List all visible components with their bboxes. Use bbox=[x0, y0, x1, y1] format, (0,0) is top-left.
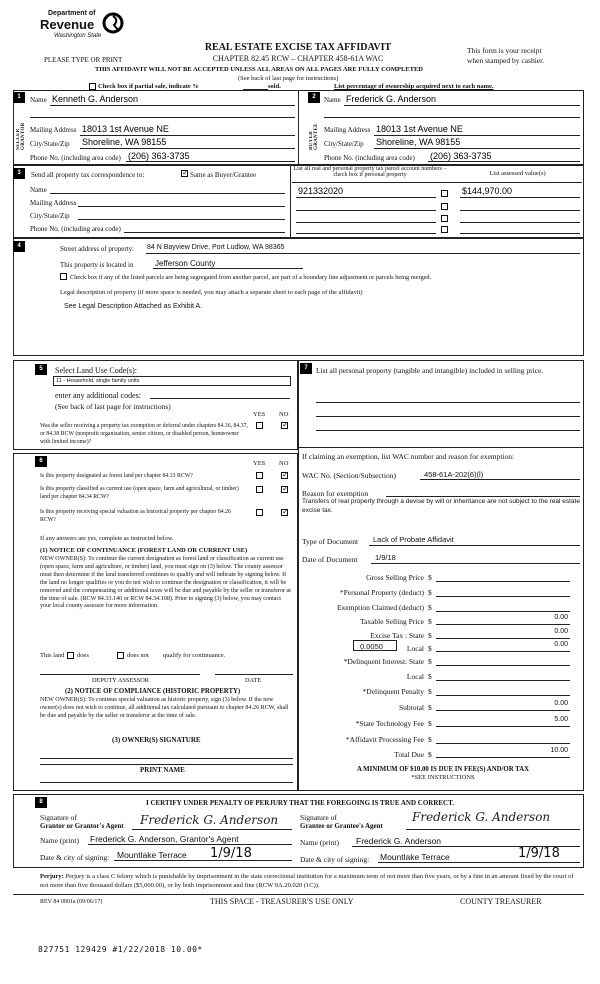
assessed-value[interactable]: $144,970.00 bbox=[462, 186, 513, 196]
gross-label: Gross Selling Price bbox=[366, 573, 424, 582]
personal-property-line-3 bbox=[316, 430, 580, 431]
dollar-sign: $ bbox=[428, 573, 432, 582]
county[interactable]: Jefferson County bbox=[155, 259, 216, 268]
form-title: REAL ESTATE EXCISE TAX AFFIDAVIT bbox=[204, 42, 392, 53]
dollar-sign: $ bbox=[428, 750, 432, 759]
grantor-date[interactable]: 1/9/18 bbox=[210, 846, 252, 861]
grantee-city[interactable]: Mountlake Terrace bbox=[380, 852, 450, 862]
grantor-print-name[interactable]: Frederick G. Anderson, Grantor's Agent bbox=[90, 834, 239, 844]
historic-yes-checkbox[interactable] bbox=[256, 509, 263, 516]
s3-name-label: Name bbox=[30, 186, 47, 194]
grantor-sig-line bbox=[132, 829, 292, 830]
parcel-line-4 bbox=[296, 233, 436, 234]
assessed-line-1 bbox=[460, 197, 580, 198]
tech-fee-line bbox=[436, 726, 570, 727]
grantee-date-line bbox=[378, 862, 580, 863]
buyer-city-line bbox=[374, 148, 580, 149]
exemption-no-checkbox[interactable] bbox=[281, 422, 288, 429]
notice2-body: NEW OWNER(S): To continue special valuation as historic property, sign (3) below. If the new owner(s) does not wish to continue, all additional tax calculated pursuant to chapter 84.26 RCW, shall be due and payable by the seller or transferor at the time of sale. bbox=[40, 697, 289, 719]
seller-city-label: City/State/Zip bbox=[30, 140, 70, 148]
grantee-date[interactable]: 1/9/18 bbox=[518, 846, 560, 861]
seller-blank-line bbox=[30, 117, 295, 118]
excise-state-value[interactable]: 0.00 bbox=[554, 628, 568, 635]
tech-fee-value[interactable]: 5.00 bbox=[554, 716, 568, 723]
forest-yes-checkbox[interactable] bbox=[256, 472, 263, 479]
buyer-blank-line bbox=[324, 117, 580, 118]
doc-date[interactable]: 1/9/18 bbox=[375, 553, 396, 562]
buyer-phone[interactable]: (206) 363-3735 bbox=[430, 151, 492, 161]
personal-property-checkbox-1[interactable] bbox=[441, 190, 448, 197]
agency-line2: Revenue bbox=[40, 17, 95, 32]
total-due-value[interactable]: 10.00 bbox=[550, 747, 568, 754]
does-not-label: does not bbox=[127, 652, 149, 659]
doc-type-line bbox=[369, 545, 580, 546]
excise-state-label: Excise Tax : State bbox=[370, 631, 424, 640]
dollar-sign: $ bbox=[428, 687, 432, 696]
seller-mailing-label: Mailing Address bbox=[30, 126, 77, 134]
agency-line1: Department of bbox=[48, 10, 96, 17]
dollar-sign: $ bbox=[428, 631, 432, 640]
land-does-checkbox[interactable] bbox=[67, 652, 74, 659]
reason-text[interactable]: Transfers of real property through a devise by will or inheritance are not subject to the real estate excise tax. bbox=[302, 498, 580, 514]
buyer-name-label: Name bbox=[324, 96, 341, 104]
s6-no-header: NO bbox=[279, 460, 289, 467]
legal-description[interactable]: See Legal Description Attached as Exhibit A. bbox=[64, 303, 203, 310]
seller-phone-label: Phone No. (including area code) bbox=[30, 154, 121, 162]
perjury-title: Perjury: bbox=[40, 873, 64, 880]
partial-sale-checkbox[interactable] bbox=[89, 83, 96, 90]
s3-city-label: City/State/Zip bbox=[30, 212, 70, 220]
forest-no-checkbox[interactable] bbox=[281, 472, 288, 479]
personal-property-label: List all personal property (tangible and intangible) included in selling price. bbox=[316, 366, 544, 375]
owner-sig-line-2 bbox=[40, 764, 293, 765]
grantee-signature[interactable]: Frederick G. Anderson bbox=[412, 810, 551, 824]
parcel-line-1 bbox=[296, 197, 436, 198]
dollar-sign: $ bbox=[428, 588, 432, 597]
send-to-label: Send all property tax correspondence to: bbox=[31, 171, 145, 179]
receipt-note-2: when stamped by cashier. bbox=[467, 56, 545, 65]
current-use-question: Is this property classified as current use (open space, farm and agricultural, or timber) land per chapter 84.34 RCW? bbox=[40, 486, 239, 500]
dollar-sign: $ bbox=[428, 644, 432, 653]
section-1-number: 1 bbox=[13, 92, 25, 103]
s3-mailing-line bbox=[78, 206, 285, 207]
local-label: Local bbox=[406, 644, 424, 653]
parcel-header-rule bbox=[292, 182, 582, 183]
reason-label: Reason for exemption bbox=[302, 489, 369, 498]
footer-rule bbox=[13, 894, 584, 895]
grantor-sig-label-1: Signature of bbox=[40, 813, 77, 822]
personal-property-checkbox-4[interactable] bbox=[441, 226, 448, 233]
street-line bbox=[146, 253, 580, 254]
section-7-number: 7 bbox=[300, 363, 312, 374]
land-does-not-checkbox[interactable] bbox=[117, 652, 124, 659]
section-8-number: 8 bbox=[35, 797, 47, 808]
total-due-line bbox=[436, 757, 570, 758]
county-line bbox=[153, 268, 303, 269]
s6-yes-header: YES bbox=[253, 460, 266, 467]
section-4-number: 4 bbox=[13, 241, 25, 252]
interest-state-line bbox=[436, 665, 570, 666]
taxable-line bbox=[436, 624, 570, 625]
grantee-sig-label-1: Signature of bbox=[300, 813, 337, 822]
personal-deduct-line bbox=[436, 596, 570, 597]
buyer-name[interactable]: Frederick G. Anderson bbox=[346, 94, 437, 104]
notice1-title: (1) NOTICE OF CONTINUANCE (FOREST LAND OR CURRENT USE) bbox=[40, 547, 248, 554]
warning-text: THIS AFFIDAVIT WILL NOT BE ACCEPTED UNLESS ALL AREAS ON ALL PAGES ARE FULLY COMPLETED bbox=[95, 66, 423, 73]
buyer-mailing[interactable]: 18013 1st Avenue NE bbox=[376, 124, 463, 134]
s7-divider bbox=[298, 447, 584, 448]
additional-codes-line bbox=[150, 398, 290, 399]
dollar-sign: $ bbox=[428, 703, 432, 712]
section-5-number: 5 bbox=[35, 364, 47, 375]
receipt-note-1: This form is your receipt bbox=[467, 46, 542, 55]
revenue-swirl-icon bbox=[102, 12, 124, 34]
grantor-city[interactable]: Mountlake Terrace bbox=[117, 850, 187, 860]
s3-phone-line bbox=[124, 232, 285, 233]
grantee-date-label: Date & city of signing: bbox=[300, 855, 370, 864]
street-address[interactable]: 84 N Bayview Drive, Port Ludlow, WA 98365 bbox=[147, 244, 285, 251]
exemption-yes-checkbox[interactable] bbox=[256, 422, 263, 429]
affidavit-fee-label: *Affidavit Processing Fee bbox=[345, 735, 424, 744]
doc-date-label: Date of Document bbox=[302, 555, 358, 564]
print-name-line bbox=[40, 782, 293, 783]
total-due-label: Total Due bbox=[394, 750, 424, 759]
assessed-header: List assessed value(s) bbox=[489, 170, 546, 177]
historic-question: Is this property receiving special valuation as historical property per chapter 84.26 RCW? bbox=[40, 509, 231, 523]
grantee-print-name[interactable]: Frederick G. Anderson bbox=[356, 836, 442, 846]
doc-type-label: Type of Document bbox=[302, 537, 359, 546]
same-as-label: Same as Buyer/Grantee bbox=[190, 171, 257, 179]
exemption-claimed-line bbox=[436, 611, 570, 612]
exemption-claimed-label: Exemption Claimed (deduct) bbox=[336, 603, 424, 612]
personal-property-line-2 bbox=[316, 416, 580, 417]
grantee-sig-line bbox=[406, 829, 580, 830]
interest-local-line bbox=[436, 680, 570, 681]
buyer-city-label: City/State/Zip bbox=[324, 140, 364, 148]
form-chapter: CHAPTER 82.45 RCW – CHAPTER 458-61A WAC bbox=[212, 54, 384, 63]
forest-question: Is this property designated as forest land per chapter 84.33 RCW? bbox=[40, 473, 193, 479]
parties-divider bbox=[298, 90, 299, 165]
dollar-sign: $ bbox=[428, 603, 432, 612]
notice2-title: (2) NOTICE OF COMPLIANCE (HISTORIC PROPERTY) bbox=[65, 688, 241, 695]
subtotal-value[interactable]: 0.00 bbox=[554, 700, 568, 707]
dollar-sign: $ bbox=[428, 735, 432, 744]
deputy-date-label: DATE bbox=[245, 677, 262, 684]
current-use-no-checkbox[interactable] bbox=[281, 486, 288, 493]
see-instructions: *SEE INSTRUCTIONS bbox=[411, 774, 475, 781]
notice1-body: NEW OWNER(S): To continue the current designation as forest land or classification as current use (open space, farm and agriculture, or timber) land, you must sign on (3) below. The county assessor must then determine if the land transferred continues to qualify and will indicate by signing below. If the land no longer qualifies or you do not wish to continue the designation or classification, it will be removed and the compensating or additional taxes will be due and payable by the seller or transferor at the time of sale. (RCW 84.33.140 or RCW 84.34.108). Prior to signing (3) below, you may contact your local county assessor for more information. bbox=[40, 556, 291, 610]
section-6-number: 6 bbox=[35, 456, 47, 467]
subtotal-line bbox=[436, 710, 570, 711]
personal-property-line-1 bbox=[316, 402, 580, 403]
legal-label: Legal description of property (if more space is needed, you may attach a separate sheet to each page of the affidavit) bbox=[60, 289, 363, 296]
grantee-print-label: Name (print) bbox=[300, 838, 339, 847]
tech-fee-label: *State Technology Fee bbox=[355, 719, 424, 728]
seller-mailing-line bbox=[80, 135, 295, 136]
land-use-value: 11 - Household, single family units bbox=[56, 378, 140, 384]
dollar-sign: $ bbox=[428, 672, 432, 681]
section-2-number: 2 bbox=[308, 92, 320, 103]
certify-text: I CERTIFY UNDER PENALTY OF PERJURY THAT THE FOREGOING IS TRUE AND CORRECT. bbox=[145, 799, 454, 807]
gross-line bbox=[436, 581, 570, 582]
print-note: PLEASE TYPE OR PRINT bbox=[44, 56, 123, 64]
buyer-phone-line bbox=[428, 161, 580, 162]
wac-label: WAC No. (Section/Subsection) bbox=[302, 471, 396, 480]
taxable-label: Taxable Selling Price bbox=[359, 617, 424, 626]
local-line bbox=[436, 651, 570, 652]
historic-no-checkbox[interactable] bbox=[281, 509, 288, 516]
land-use-label: Select Land Use Code(s): bbox=[55, 366, 137, 375]
perjury-text: Perjury is a class C felony which is punishable by imprisonment in the state correctional institution for a maximum term of not more than five years, or by a fine in an amount fixed by the court of not more than five thousand dollars ($5,000.00), or by both imprisonment and fine (RCW 9A.20.020 (1C)). bbox=[40, 873, 574, 889]
section-3-divider bbox=[290, 165, 291, 238]
seller-city[interactable]: Shoreline, WA 98155 bbox=[82, 137, 167, 147]
penalty-label: *Delinquent Penalty bbox=[362, 687, 424, 696]
section-3-number: 3 bbox=[13, 168, 25, 179]
ownership-note: List percentage of ownership acquired next to each name. bbox=[334, 83, 494, 90]
interest-state-label: *Delinquent Interest: State bbox=[343, 657, 424, 666]
subtotal-label: Subtotal bbox=[398, 703, 424, 712]
personal-deduct-label: *Personal Property (deduct) bbox=[339, 588, 424, 597]
seller-name[interactable]: Kenneth G. Anderson bbox=[52, 94, 139, 104]
s5-no-header: NO bbox=[279, 411, 289, 418]
same-as-buyer-checkbox[interactable] bbox=[181, 170, 188, 177]
deputy-sig-line bbox=[40, 674, 200, 675]
buyer-side-label: BUYER GRANTEE bbox=[309, 123, 319, 150]
deputy-label: DEPUTY ASSESSOR bbox=[92, 677, 149, 684]
dollar-sign: $ bbox=[428, 719, 432, 728]
grantor-print-label: Name (print) bbox=[40, 836, 79, 845]
dollar-sign: $ bbox=[428, 657, 432, 666]
penalty-line bbox=[436, 695, 570, 696]
this-land-label: This land bbox=[40, 652, 65, 659]
doc-type[interactable]: Lack of Probate Affidavit bbox=[373, 535, 454, 544]
partial-sale-label: Check box if partial sale, indicate % bbox=[98, 83, 199, 90]
print-name-label: PRINT NAME bbox=[140, 766, 185, 774]
grantor-signature[interactable]: Frederick G. Anderson bbox=[140, 813, 279, 827]
buyer-mailing-label: Mailing Address bbox=[324, 126, 371, 134]
s5-see-back: (See back of last page for instructions) bbox=[55, 402, 171, 411]
grantee-sig-label-2: Grantee or Grantee's Agent bbox=[300, 822, 383, 830]
grantor-sig-label-2: Grantor or Grantor's Agent bbox=[40, 822, 124, 830]
seller-phone-line bbox=[126, 161, 295, 162]
segregated-label: Check box if any of the listed parcels are being segregated from another parcel, are part of a boundary line adjustment or parcels being merged. bbox=[70, 274, 432, 281]
doc-date-line bbox=[371, 563, 580, 564]
wac-number[interactable]: 458-61A-202(6)(l) bbox=[424, 470, 484, 479]
additional-codes-label: enter any additional codes: bbox=[55, 391, 141, 400]
sold-label: sold. bbox=[268, 83, 281, 90]
buyer-phone-label: Phone No. (including area code) bbox=[324, 154, 415, 162]
perjury-notice bbox=[40, 872, 580, 890]
treasurer-space: THIS SPACE - TREASURER'S USE ONLY bbox=[210, 897, 354, 906]
seller-phone[interactable]: (206) 363-3735 bbox=[128, 151, 190, 161]
assessed-line-3 bbox=[460, 222, 580, 223]
local-value[interactable]: 0.00 bbox=[554, 641, 568, 648]
dollar-sign: $ bbox=[428, 617, 432, 626]
qualify-label: qualify for continuance. bbox=[163, 652, 226, 659]
seller-name-line bbox=[50, 105, 295, 106]
interest-local-label: Local bbox=[406, 672, 424, 681]
receipt-stamp: 827751 129429 #1/22/2018 10.00* bbox=[38, 945, 203, 954]
exemption-question: Was the seller receiving a property tax exemption or deferral under chapters 84.36, 84.37, or 84.38 RCW (nonprofit organization, senior citizen, or disabled person, homeowner with limited income)? bbox=[40, 423, 248, 445]
assessed-line-2 bbox=[460, 210, 580, 211]
deputy-date-line bbox=[215, 674, 293, 675]
grantor-print-line bbox=[88, 844, 292, 845]
s3-city-line bbox=[78, 219, 285, 220]
owner-sig-line-1 bbox=[40, 758, 293, 759]
s3-phone-label: Phone No. (including area code) bbox=[30, 225, 121, 233]
seller-name-label: Name bbox=[30, 96, 47, 104]
agency-line3: Washington State bbox=[54, 33, 102, 39]
seller-side-label: SELLER GRANTOR bbox=[16, 122, 26, 150]
wac-line bbox=[420, 479, 580, 480]
grantor-date-line bbox=[114, 860, 292, 861]
personal-property-checkbox-3[interactable] bbox=[441, 215, 448, 222]
section-4-box bbox=[13, 238, 584, 356]
county-treasurer: COUNTY TREASURER bbox=[460, 897, 542, 906]
see-back-note: (See back of last page for instructions) bbox=[238, 75, 339, 82]
seller-city-line bbox=[80, 148, 295, 149]
s3-mailing-label: Mailing Address bbox=[30, 199, 77, 207]
personal-property-checkbox-2[interactable] bbox=[441, 203, 448, 210]
rev-number: REV 84 0001a (09/06/17) bbox=[40, 899, 103, 905]
s3-name-line bbox=[50, 193, 285, 194]
buyer-city[interactable]: Shoreline, WA 98155 bbox=[376, 137, 461, 147]
grantor-date-label: Date & city of signing: bbox=[40, 853, 110, 862]
parcel-header: List all real and personal property tax parcel account numbers – check box if personal property bbox=[293, 166, 447, 178]
parcel-line-3 bbox=[296, 222, 436, 223]
if-yes-note: If any answers are yes, complete as instructed below. bbox=[40, 535, 174, 542]
parcel-line-2 bbox=[296, 210, 436, 211]
parcel-number[interactable]: 921332020 bbox=[298, 186, 344, 196]
reason-line bbox=[386, 496, 580, 497]
local-rate: 0.0050 bbox=[360, 642, 383, 651]
current-use-yes-checkbox[interactable] bbox=[256, 486, 263, 493]
excise-state-line bbox=[436, 638, 570, 639]
assessed-line-4 bbox=[460, 233, 580, 234]
taxable-value[interactable]: 0.00 bbox=[554, 614, 568, 621]
revenue-logo bbox=[40, 10, 130, 50]
buyer-name-line bbox=[344, 105, 580, 106]
segregated-checkbox[interactable] bbox=[60, 273, 67, 280]
s5-yes-header: YES bbox=[253, 411, 266, 418]
does-label: does bbox=[77, 652, 89, 659]
minimum-note: A MINIMUM OF $10.00 IS DUE IN FEE(S) AND/OR TAX bbox=[356, 766, 530, 773]
owner-signature-label: (3) OWNER(S) SIGNATURE bbox=[112, 736, 201, 744]
street-label: Street address of property: bbox=[60, 245, 135, 253]
located-label: This property is located in bbox=[60, 261, 134, 269]
seller-mailing[interactable]: 18013 1st Avenue NE bbox=[82, 124, 169, 134]
affidavit-fee-line bbox=[436, 743, 570, 744]
exemption-note: If claiming an exemption, list WAC number and reason for exemption: bbox=[302, 452, 515, 461]
buyer-mailing-line bbox=[374, 135, 580, 136]
